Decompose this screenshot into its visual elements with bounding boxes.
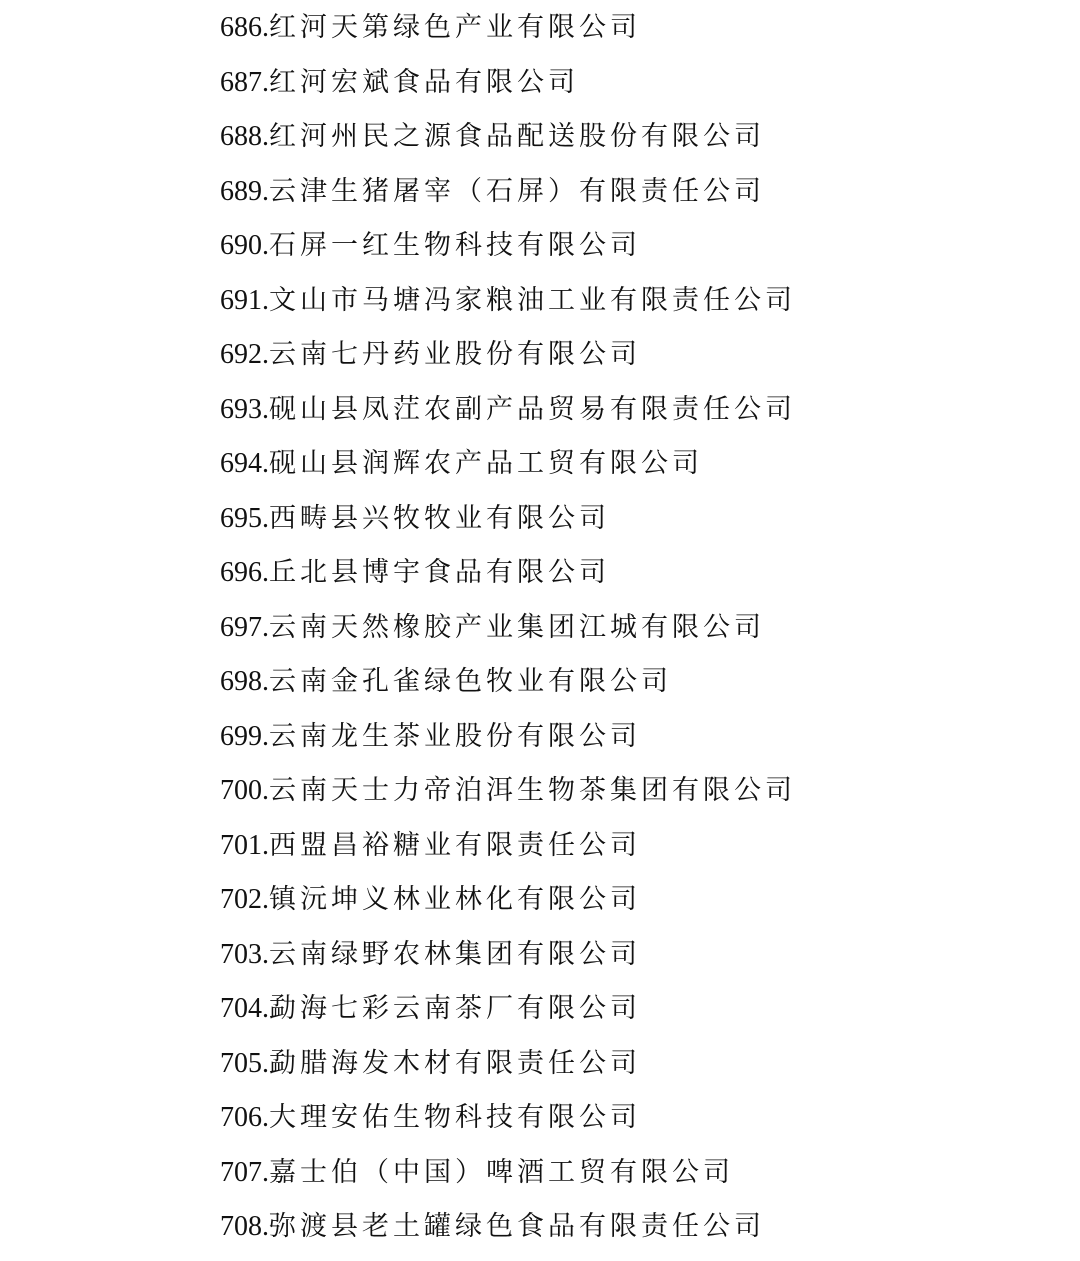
item-number: 707. [220,1156,269,1188]
list-item [220,6,796,61]
company-name: 红河州民之源食品配送股份有限公司 [269,121,765,152]
list-item [220,388,796,443]
list-item [220,497,796,552]
list-item [220,442,796,497]
company-name: 西盟昌裕糖业有限责任公司 [269,829,641,861]
item-number: 701. [220,829,269,861]
company-name: 云南天然橡胶产业集团江城有限公司 [269,611,765,643]
item-number: 692. [220,339,269,370]
item-number: 700. [220,775,269,806]
list-item [220,987,796,1042]
item-number: 699. [220,720,269,752]
item-number: 697. [220,611,269,643]
list-item [220,551,796,606]
item-number: 708. [220,1211,269,1242]
company-name: 云南七丹药业股份有限公司 [269,339,641,370]
item-number: 698. [220,666,269,697]
company-name: 红河天第绿色产业有限公司 [269,12,641,43]
company-name: 大理安佑生物科技有限公司 [269,1102,641,1133]
company-name: 嘉士伯（中国）啤酒工贸有限公司 [269,1156,734,1188]
company-name: 云津生猪屠宰（石屏）有限责任公司 [269,175,765,207]
item-number: 687. [220,66,269,98]
company-name: 勐海七彩云南茶厂有限公司 [269,993,641,1024]
company-name: 红河宏斌食品有限公司 [269,66,579,98]
company-name: 丘北县博宇食品有限公司 [269,557,610,588]
list-item [220,1151,796,1206]
company-name: 砚山县凤茳农副产品贸易有限责任公司 [269,393,796,425]
list-item [220,333,796,388]
item-number: 688. [220,121,269,152]
item-number: 706. [220,1102,269,1133]
item-number: 696. [220,557,269,588]
list-item [220,769,796,824]
company-name: 云南龙生茶业股份有限公司 [269,720,641,752]
company-name: 文山市马塘冯家粮油工业有限责任公司 [269,284,796,316]
company-name: 云南天士力帝泊洱生物茶集团有限公司 [269,775,796,806]
list-item [220,715,796,770]
item-number: 694. [220,448,269,479]
list-item [220,933,796,988]
company-name: 勐腊海发木材有限责任公司 [269,1047,641,1079]
item-number: 690. [220,230,269,261]
list-item [220,224,796,279]
list-item [220,170,796,225]
list-item [220,606,796,661]
item-number: 689. [220,175,269,207]
item-number: 702. [220,884,269,915]
item-number: 704. [220,993,269,1024]
company-name: 弥渡县老土罐绿色食品有限责任公司 [269,1211,765,1242]
item-number: 686. [220,12,269,43]
list-item [220,1096,796,1151]
list-item [220,279,796,334]
list-item [220,878,796,933]
list-item [220,115,796,170]
list-item [220,824,796,879]
company-name: 云南绿野农林集团有限公司 [269,938,641,970]
item-number: 705. [220,1047,269,1079]
list-item [220,1205,796,1260]
list-item [220,61,796,116]
company-name: 西畴县兴牧牧业有限公司 [269,502,610,534]
item-number: 695. [220,502,269,534]
list-item [220,1042,796,1097]
company-name: 石屏一红生物科技有限公司 [269,230,641,261]
item-number: 693. [220,393,269,425]
company-name: 云南金孔雀绿色牧业有限公司 [269,666,672,697]
list-item [220,660,796,715]
company-name: 砚山县润辉农产品工贸有限公司 [269,448,703,479]
company-name: 镇沅坤义林业林化有限公司 [269,884,641,915]
item-number: 703. [220,938,269,970]
item-number: 691. [220,284,269,316]
company-list [220,6,796,1260]
